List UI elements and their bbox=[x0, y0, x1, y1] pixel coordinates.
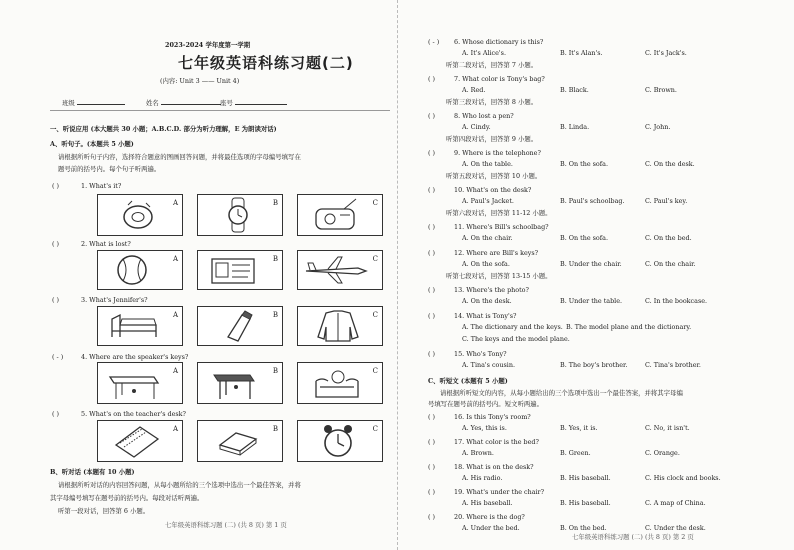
option-b[interactable]: B. Linda. bbox=[560, 123, 590, 131]
option-a[interactable]: A. On the desk. bbox=[462, 297, 512, 305]
option-box-2c[interactable]: C bbox=[297, 250, 383, 290]
option-c[interactable]: C. A map of China. bbox=[645, 499, 706, 507]
option-a[interactable]: A. Under the bed. bbox=[462, 524, 520, 532]
section-c-instruction-1: 请根据所听短文的内容，从每小题给出的三个选项中选出一个最佳答案，并将其字母编 bbox=[440, 389, 683, 397]
option-c[interactable]: C. The keys and the model plane. bbox=[462, 335, 570, 343]
option-b[interactable]: B. The model plane and the dictionary. bbox=[566, 323, 692, 331]
answer-paren[interactable]: ( ) bbox=[428, 513, 436, 521]
question-17: 17. What color is the bed? bbox=[454, 438, 539, 446]
option-c[interactable]: C. On the chair. bbox=[645, 260, 696, 268]
jacket-icon bbox=[298, 307, 382, 345]
question-11: 11. Where's Bill's schoolbag? bbox=[454, 223, 549, 231]
option-c[interactable]: C. Under the desk. bbox=[645, 524, 706, 532]
option-c[interactable]: C. It's Jack's. bbox=[645, 49, 687, 57]
content-scope: (内容: Unit 3 —— Unit 4) bbox=[160, 77, 240, 85]
option-box-2b[interactable]: B bbox=[197, 250, 283, 290]
answer-paren[interactable]: ( - ) bbox=[428, 38, 440, 46]
option-b[interactable]: B. His baseball. bbox=[560, 499, 611, 507]
answer-paren[interactable]: ( ) bbox=[428, 463, 436, 471]
option-a[interactable]: A. Paul's Jacket. bbox=[462, 197, 514, 205]
option-b[interactable]: B. On the sofa. bbox=[560, 160, 608, 168]
footer-page-1: 七年级英语科练习题 (二) (共 8 页) 第 1 页 bbox=[165, 521, 287, 529]
option-a[interactable]: A. Cindy. bbox=[462, 123, 491, 131]
question-15: 15. Who's Tony? bbox=[454, 350, 507, 358]
answer-paren[interactable]: ( ) bbox=[428, 350, 436, 358]
listening-note: 听第二段对话，回答第 7 小题。 bbox=[446, 61, 538, 69]
option-c[interactable]: C. Brown. bbox=[645, 86, 677, 94]
eraser-icon bbox=[198, 307, 282, 345]
section-a-instruction-2: 题号前的括号内。每个句子听两遍。 bbox=[58, 165, 161, 173]
question-6: 6. Whose dictionary is this? bbox=[454, 38, 544, 46]
question-5: 5. What's on the teacher's desk? bbox=[81, 410, 186, 418]
watch-icon bbox=[198, 195, 282, 235]
answer-paren[interactable]: ( ) bbox=[52, 296, 60, 304]
section-c-heading: C、听短文 (本题有 5 小题) bbox=[428, 377, 508, 385]
option-b[interactable]: B. It's Alan's. bbox=[560, 49, 603, 57]
option-a[interactable]: A. His baseball. bbox=[462, 499, 513, 507]
option-box-5a[interactable]: A bbox=[97, 420, 183, 462]
option-box-1b[interactable]: B bbox=[197, 194, 283, 236]
option-b[interactable]: B. His baseball. bbox=[560, 474, 611, 482]
page-title: 七年级英语科练习题(二) bbox=[178, 54, 354, 72]
option-b[interactable]: B. On the sofa. bbox=[560, 234, 608, 242]
question-12: 12. Where are Bill's keys? bbox=[454, 249, 539, 257]
answer-paren[interactable]: ( ) bbox=[52, 182, 60, 190]
option-b[interactable]: B. Green. bbox=[560, 449, 591, 457]
answer-paren[interactable]: ( ) bbox=[428, 186, 436, 194]
footer-page-2: 七年级英语科练习题 (二) (共 8 页) 第 2 页 bbox=[572, 533, 694, 541]
option-a[interactable]: A. His radio. bbox=[462, 474, 503, 482]
option-b[interactable]: B. On the bed. bbox=[560, 524, 607, 532]
listening-note: 听第六段对话，回答第 11-12 小题。 bbox=[446, 209, 552, 217]
answer-paren[interactable]: ( ) bbox=[428, 75, 436, 83]
part1-heading: 一、听说应用 (本大题共 30 小题；A.B.C.D. 部分为听力理解，E 为朗读对话) bbox=[50, 125, 277, 133]
answer-paren[interactable]: ( ) bbox=[428, 112, 436, 120]
answer-paren[interactable]: ( ) bbox=[428, 312, 436, 320]
section-c-instruction-2: 号填写在题号前的括号内。短文听两遍。 bbox=[428, 400, 544, 408]
question-9: 9. Where is the telephone? bbox=[454, 149, 541, 157]
option-c[interactable]: C. On the desk. bbox=[645, 160, 695, 168]
section-a-heading: A、听句子。(本题共 5 小题) bbox=[50, 140, 134, 148]
option-c[interactable]: C. On the bed. bbox=[645, 234, 692, 242]
tape-icon bbox=[98, 195, 182, 235]
question-1: 1. What's it? bbox=[81, 182, 122, 190]
option-a[interactable]: A. On the table. bbox=[462, 160, 513, 168]
notebook-icon bbox=[98, 421, 182, 461]
answer-paren[interactable]: ( ) bbox=[428, 413, 436, 421]
option-b[interactable]: B. Under the chair. bbox=[560, 260, 622, 268]
answer-paren[interactable]: ( - ) bbox=[52, 353, 64, 361]
question-16: 16. Is this Tony's room? bbox=[454, 413, 531, 421]
option-box-2a[interactable]: A bbox=[97, 250, 183, 290]
option-c[interactable]: C. Tina's brother. bbox=[645, 361, 701, 369]
answer-paren[interactable]: ( ) bbox=[428, 149, 436, 157]
question-18: 18. What is on the desk? bbox=[454, 463, 534, 471]
option-a[interactable]: A. Tina's cousin. bbox=[462, 361, 515, 369]
option-box-3a[interactable]: A bbox=[97, 306, 183, 346]
radio-icon bbox=[298, 195, 382, 235]
question-8: 8. Who lost a pen? bbox=[454, 112, 514, 120]
question-20: 20. Where is the dog? bbox=[454, 513, 525, 521]
section-a-instruction-1: 请根据所听句子内容，选择符合题意的图画回答问题，并将最佳选项的字母编号填写在 bbox=[58, 153, 301, 161]
option-a[interactable]: A. It's Alice's. bbox=[462, 49, 506, 57]
bed-icon bbox=[98, 307, 182, 345]
option-c[interactable]: C. John. bbox=[645, 123, 671, 131]
answer-paren[interactable]: ( ) bbox=[428, 223, 436, 231]
question-3: 3. What's Jennifer's? bbox=[81, 296, 148, 304]
question-4: 4. Where are the speaker's keys? bbox=[81, 353, 189, 361]
table-keys-icon bbox=[98, 363, 182, 403]
answer-paren[interactable]: ( ) bbox=[52, 240, 60, 248]
school-year: 2023-2024 学年度第一学期 bbox=[165, 41, 251, 49]
question-13: 13. Where's the photo? bbox=[454, 286, 529, 294]
option-a[interactable]: A. On the chair. bbox=[462, 234, 513, 242]
question-14: 14. What is Tony's? bbox=[454, 312, 517, 320]
option-b[interactable]: B. The boy's brother. bbox=[560, 361, 628, 369]
option-a[interactable]: A. Yes, this is. bbox=[462, 424, 507, 432]
answer-paren[interactable]: ( ) bbox=[52, 410, 60, 418]
section-b-instruction-3: 听第一段对话，回答第 6 小题。 bbox=[58, 507, 150, 515]
listening-note: 听第七段对话，回答第 13-15 小题。 bbox=[446, 272, 552, 280]
option-a[interactable]: A. On the sofa. bbox=[462, 260, 510, 268]
seat-field[interactable]: 座号 bbox=[220, 96, 287, 107]
option-box-4a[interactable]: A bbox=[97, 362, 183, 404]
section-b-instruction-1: 请根据所听对话的内容回答问题，从每小题所给的三个选项中选出一个最佳答案，并将 bbox=[58, 481, 301, 489]
section-b-instruction-2: 其字母编号填写在题号前的括号内。每段对话听两遍。 bbox=[50, 494, 204, 502]
option-box-4b[interactable]: B bbox=[197, 362, 283, 404]
question-10: 10. What's on the desk? bbox=[454, 186, 532, 194]
option-box-1c[interactable]: C bbox=[297, 194, 383, 236]
option-box-1a[interactable]: A bbox=[97, 194, 183, 236]
option-c[interactable]: C. His clock and books. bbox=[645, 474, 721, 482]
option-c[interactable]: C. In the bookcase. bbox=[645, 297, 708, 305]
option-box-3c[interactable]: C bbox=[297, 306, 383, 346]
option-a[interactable]: A. The dictionary and the keys. bbox=[462, 323, 563, 331]
option-b[interactable]: B. Black. bbox=[560, 86, 589, 94]
option-c[interactable]: C. Orange. bbox=[645, 449, 680, 457]
name-field[interactable]: 姓名 bbox=[146, 96, 221, 107]
clock-icon bbox=[298, 421, 382, 461]
option-box-4c[interactable]: C bbox=[297, 362, 383, 404]
eraser-icon bbox=[198, 421, 282, 461]
answer-paren[interactable]: ( ) bbox=[428, 286, 436, 294]
class-field[interactable]: 班级 bbox=[62, 96, 125, 107]
listening-note: 听第三段对话，回答第 8 小题。 bbox=[446, 98, 538, 106]
option-b[interactable]: B. Yes, it is. bbox=[560, 424, 598, 432]
question-7: 7. What color is Tony's bag? bbox=[454, 75, 545, 83]
option-box-5b[interactable]: B bbox=[197, 420, 283, 462]
page-fold-line bbox=[397, 0, 398, 550]
option-b[interactable]: B. Under the table. bbox=[560, 297, 623, 305]
question-2: 2. What is lost? bbox=[81, 240, 131, 248]
option-c[interactable]: C. No, it isn't. bbox=[645, 424, 690, 432]
table-icon bbox=[198, 363, 282, 403]
option-a[interactable]: A. Red. bbox=[462, 86, 486, 94]
listening-note: 听第四段对话，回答第 9 小题。 bbox=[446, 135, 538, 143]
question-19: 19. What's under the chair? bbox=[454, 488, 545, 496]
section-b-heading: B、听对话 (本题有 10 小题) bbox=[50, 468, 135, 476]
option-b[interactable]: B. Paul's schoolbag. bbox=[560, 197, 625, 205]
answer-paren[interactable]: ( ) bbox=[428, 438, 436, 446]
answer-paren[interactable]: ( ) bbox=[428, 488, 436, 496]
option-box-3b[interactable]: B bbox=[197, 306, 283, 346]
listening-note: 听第五段对话，回答第 10 小题。 bbox=[446, 172, 542, 180]
divider bbox=[50, 110, 390, 111]
model-plane-icon bbox=[298, 251, 382, 289]
sofa-icon bbox=[298, 363, 382, 403]
answer-paren[interactable]: ( ) bbox=[428, 249, 436, 257]
option-box-5c[interactable]: C bbox=[297, 420, 383, 462]
baseball-icon bbox=[98, 251, 182, 289]
option-a[interactable]: A. Brown. bbox=[462, 449, 494, 457]
option-c[interactable]: C. Paul's key. bbox=[645, 197, 688, 205]
id-card-icon bbox=[198, 251, 282, 289]
